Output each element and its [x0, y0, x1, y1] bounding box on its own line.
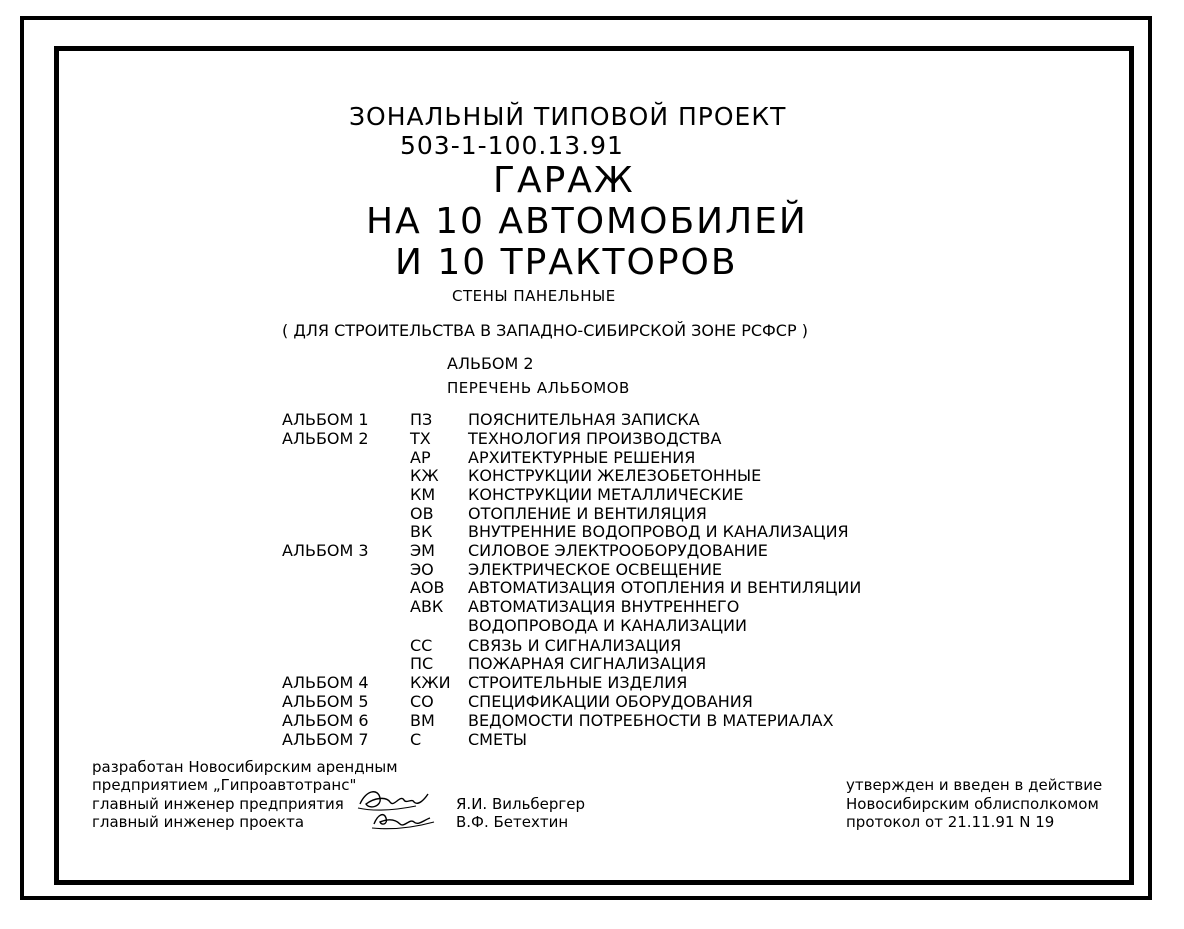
chief-project-role: главный инженер проекта — [92, 813, 305, 831]
list-title: ПЕРЕЧЕНЬ АЛЬБОМОВ — [447, 379, 630, 397]
title-line-2: НА 10 АВТОМОБИЛЕЙ — [366, 201, 808, 242]
title-line-1: ГАРАЖ — [493, 160, 635, 201]
purpose: ( ДЛЯ СТРОИТЕЛЬСТВА В ЗАПАДНО-СИБИРСКОЙ ЗОНЕ РСФСР ) — [282, 321, 808, 340]
chief-enterprise-name: Я.И. Вильбергер — [456, 795, 586, 813]
approval-line-3: протокол от 21.11.91 N 19 — [846, 813, 1055, 831]
subtitle: СТЕНЫ ПАНЕЛЬНЫЕ — [452, 287, 616, 305]
chief-project-name: В.Ф. Бетехтин — [456, 813, 569, 831]
approval-line-1: утвержден и введен в действие — [846, 776, 1103, 794]
developer-line-2: предприятием „Гипроавтотранс" — [92, 776, 357, 794]
album-number: АЛЬБОМ 2 — [447, 354, 534, 373]
signature-2 — [368, 808, 440, 832]
approval-line-2: Новосибирским облисполкомом — [846, 795, 1099, 813]
project-type: ЗОНАЛЬНЫЙ ТИПОВОЙ ПРОЕКТ — [349, 102, 787, 131]
chief-enterprise-role: главный инженер предприятия — [92, 795, 344, 813]
project-number: 503-1-100.13.91 — [400, 131, 624, 160]
developer-line-1: разработан Новосибирским арендным — [92, 758, 398, 776]
title-line-3: И 10 ТРАКТОРОВ — [395, 242, 738, 283]
